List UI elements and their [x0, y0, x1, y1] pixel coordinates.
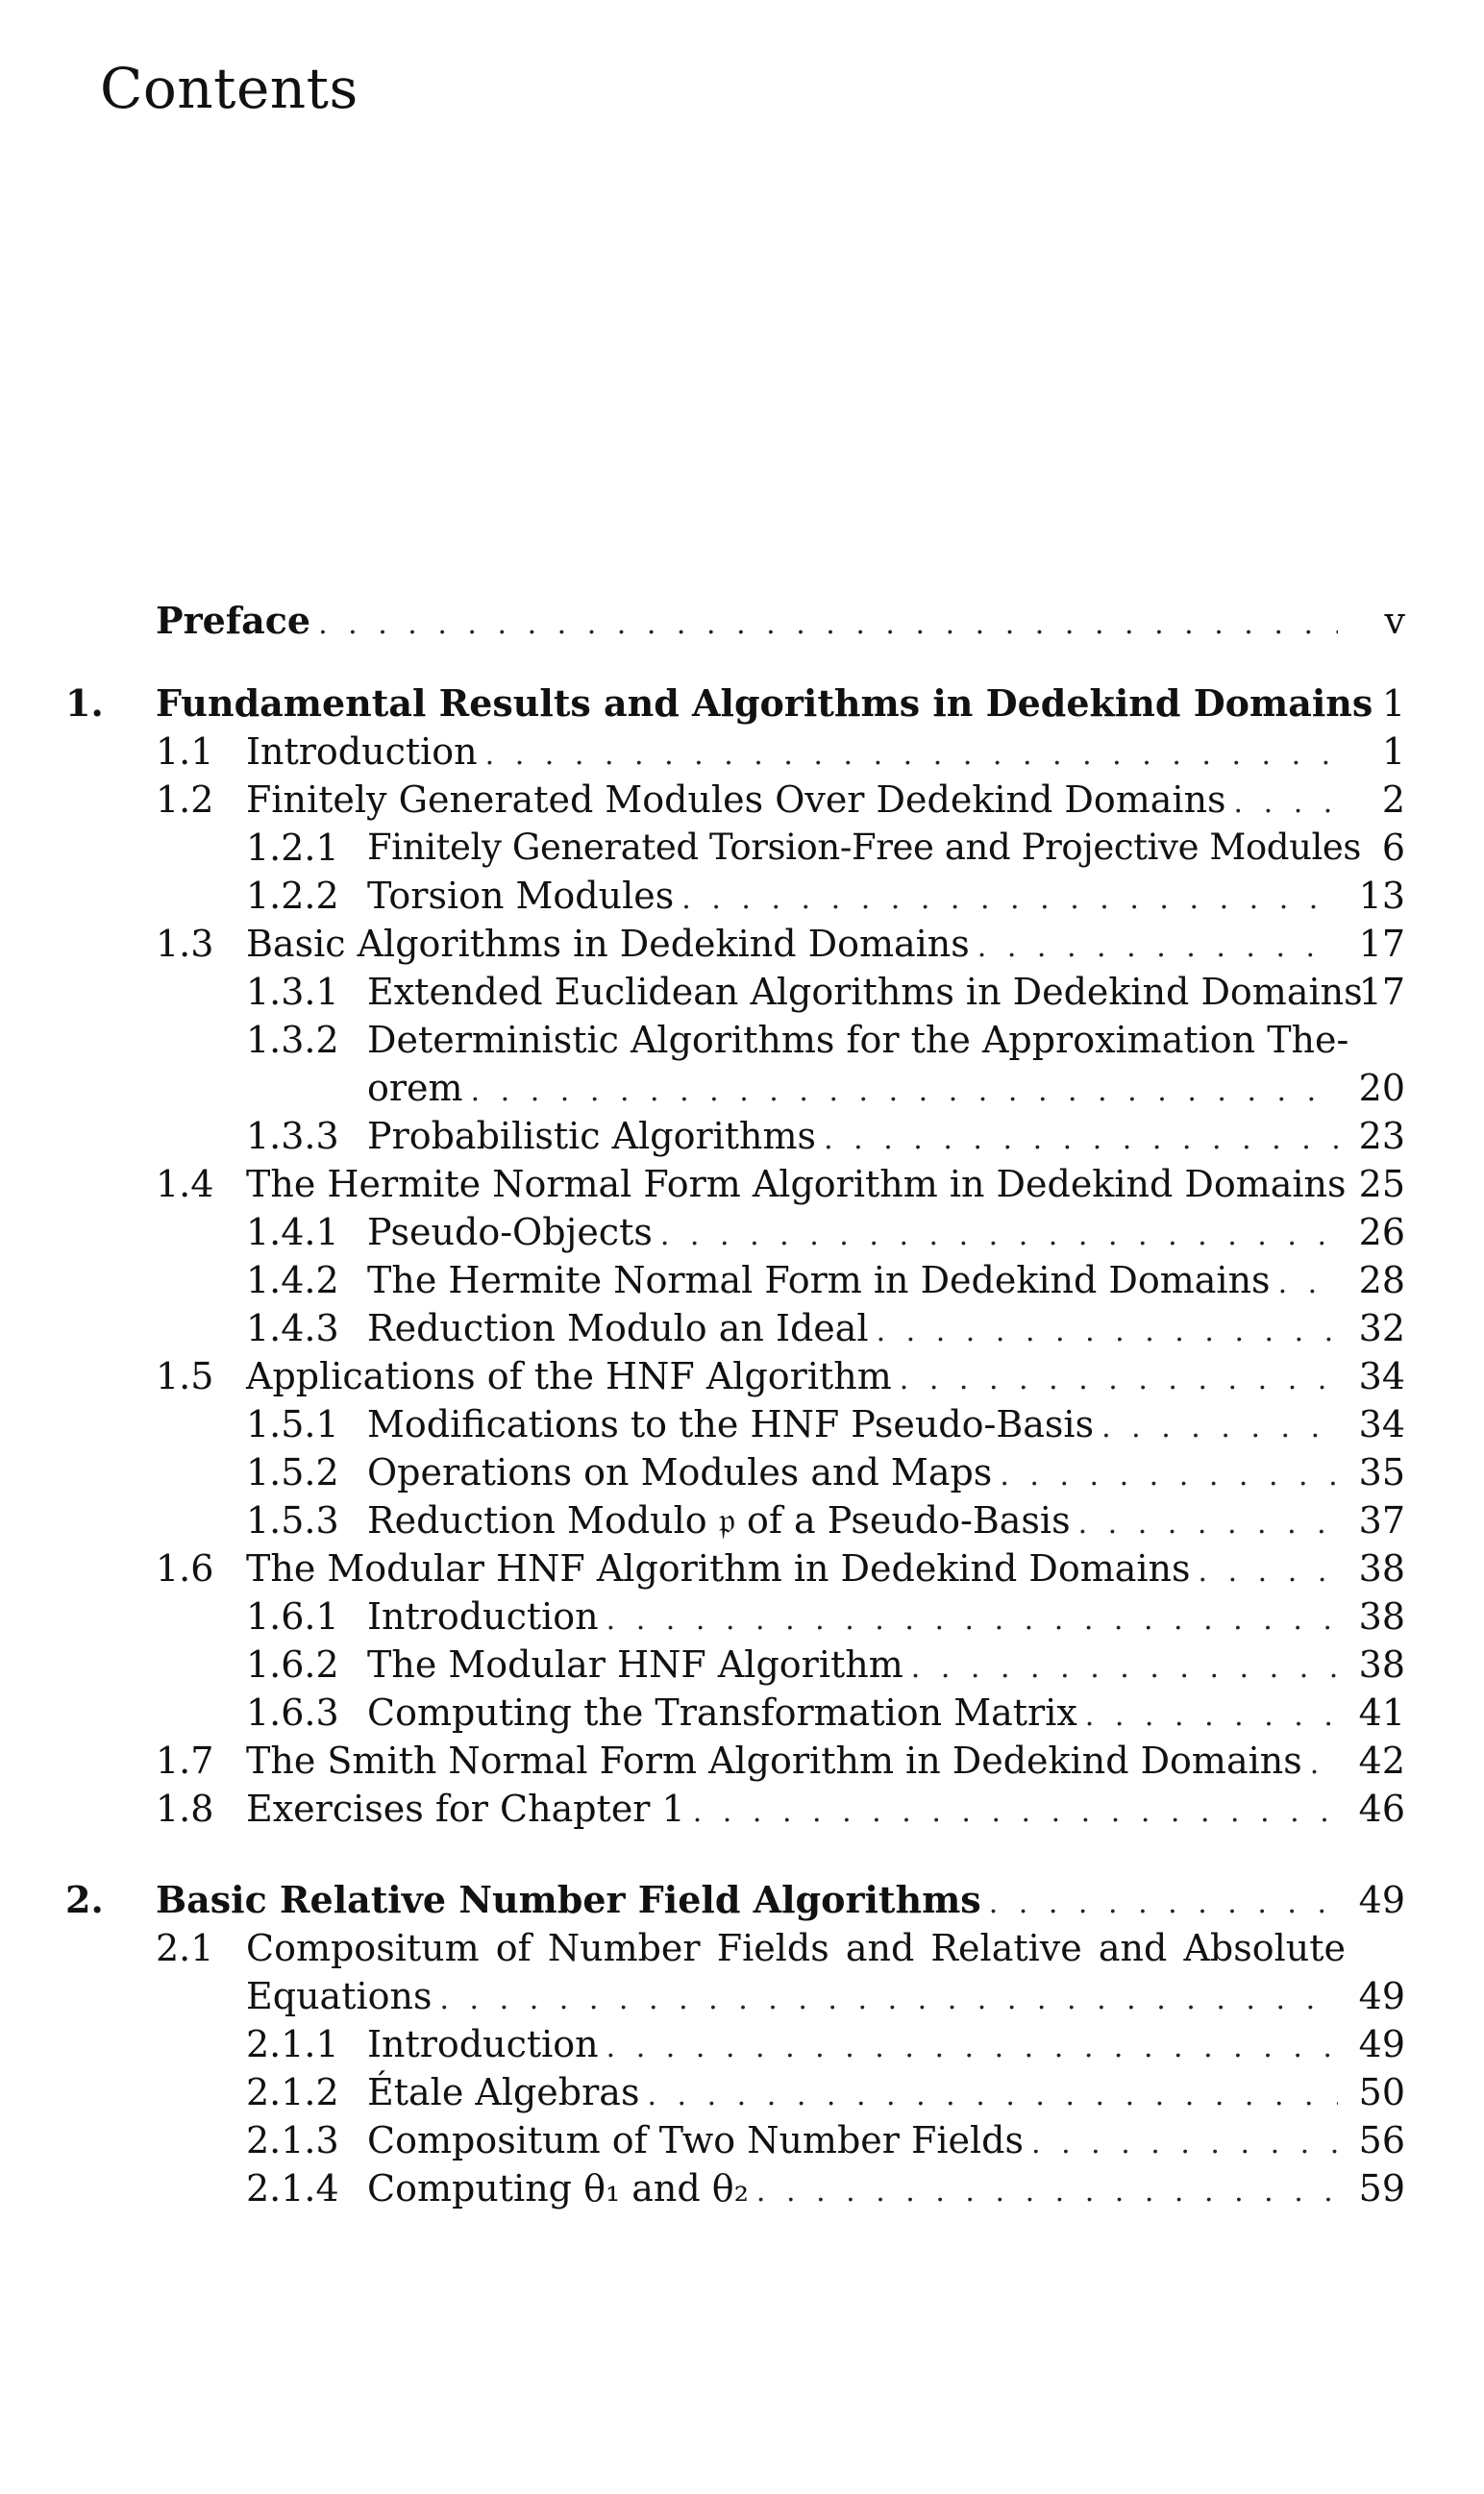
- section-number: 1.8: [156, 1788, 214, 1830]
- page-number: 34: [1358, 1403, 1405, 1445]
- entry-title: Computing the Transformation Matrix: [367, 1691, 1077, 1734]
- dot-leader: [318, 601, 1338, 649]
- subsection-number: 1.4.2: [246, 1259, 339, 1301]
- toc-entry-chapter-1[interactable]: [65, 679, 1405, 728]
- subsection-number: 2.1.1: [246, 2023, 339, 2065]
- dot-leader: [911, 1644, 1338, 1692]
- subsection-number: 1.5.1: [246, 1403, 339, 1445]
- page-number: 59: [1358, 2167, 1405, 2210]
- toc-entry-2-1-1[interactable]: [65, 2020, 1405, 2068]
- entry-title: Computing θ₁ and θ₂: [367, 2167, 749, 2210]
- section-number: 1.4: [156, 1163, 214, 1205]
- entry-title: Introduction: [367, 2023, 599, 2065]
- entry-title: Fundamental Results and Algorithms in Dedekind Domains: [156, 681, 1373, 725]
- dot-leader: [900, 1356, 1338, 1404]
- toc-entry-1-8[interactable]: [65, 1785, 1405, 1833]
- subsection-number: 1.5.3: [246, 1499, 339, 1542]
- entry-title-line-2: Equations: [246, 1975, 433, 2017]
- toc-entry-1-3-1[interactable]: [65, 968, 1405, 1016]
- toc-entry-1-7[interactable]: [65, 1737, 1405, 1785]
- entry-title: Applications of the HNF Algorithm: [246, 1355, 892, 1397]
- toc-entry-1-6-1[interactable]: [65, 1593, 1405, 1641]
- section-number: 1.2: [156, 778, 214, 821]
- subsection-number: 2.1.2: [246, 2071, 339, 2113]
- subsection-number: 1.3.1: [246, 971, 339, 1013]
- entry-title: Probabilistic Algorithms: [367, 1115, 817, 1157]
- toc-entry-1-5[interactable]: [65, 1352, 1405, 1400]
- entry-title: The Hermite Normal Form in Dedekind Domains: [367, 1259, 1271, 1301]
- toc-entry-1-2-1[interactable]: [65, 824, 1405, 872]
- entry-title: The Modular HNF Algorithm in Dedekind Domains: [246, 1547, 1191, 1590]
- page-number: 38: [1358, 1547, 1405, 1590]
- dot-leader: [693, 1789, 1338, 1837]
- dot-leader: [877, 1308, 1338, 1356]
- section-number: 1.1: [156, 730, 214, 773]
- section-number: 1.6: [156, 1547, 214, 1590]
- entry-title: The Modular HNF Algorithm: [367, 1643, 903, 1686]
- entry-title: Introduction: [246, 730, 478, 773]
- dot-leader: [647, 2072, 1338, 2120]
- section-number: 1.5: [156, 1355, 214, 1397]
- toc-entry-1-6[interactable]: [65, 1544, 1405, 1593]
- entry-title: Finitely Generated Torsion-Free and Projective Modules: [367, 827, 1362, 868]
- entry-title: The Hermite Normal Form Algorithm in Dedekind Domains: [246, 1163, 1347, 1205]
- entry-title: Basic Algorithms in Dedekind Domains: [246, 923, 970, 965]
- page-number: 1: [1381, 730, 1405, 773]
- dot-leader: [1078, 1500, 1338, 1548]
- toc-entry-1-1[interactable]: [65, 728, 1405, 776]
- dot-leader: [1101, 1404, 1338, 1452]
- subsection-number: 1.6.2: [246, 1643, 339, 1686]
- entry-title: Introduction: [367, 1595, 599, 1638]
- entry-title: Basic Relative Number Field Algorithms: [156, 1878, 981, 1921]
- page-number: 2: [1381, 778, 1405, 821]
- entry-title: Extended Euclidean Algorithms in Dedekind Domains: [367, 971, 1363, 1013]
- page-number: 42: [1358, 1740, 1405, 1782]
- entry-title: Torsion Modules: [367, 875, 675, 917]
- toc-entry-1-6-3[interactable]: [65, 1689, 1405, 1737]
- section-number: 2.1: [156, 1927, 214, 1969]
- entry-title: Reduction Modulo 𝔭 of a Pseudo-Basis: [367, 1499, 1071, 1542]
- page-number: 49: [1358, 1975, 1405, 2017]
- toc-entry-1-2-2[interactable]: [65, 872, 1405, 920]
- page-title: Contents: [100, 56, 359, 121]
- entry-title: Finitely Generated Modules Over Dedekind Domains: [246, 778, 1226, 821]
- section-number: 1.3: [156, 923, 214, 965]
- chapter-number: 1.: [65, 681, 104, 725]
- dot-leader: [439, 1976, 1338, 2024]
- dot-leader: [824, 1116, 1338, 1164]
- dot-leader: [606, 1596, 1338, 1644]
- entry-title: Modifications to the HNF Pseudo-Basis: [367, 1403, 1095, 1445]
- page-number: 35: [1358, 1451, 1405, 1494]
- subsection-number: 1.4.1: [246, 1211, 339, 1253]
- entry-title: Compositum of Two Number Fields: [367, 2119, 1024, 2161]
- page-number: v: [1384, 600, 1405, 642]
- entry-title: Preface: [156, 599, 311, 642]
- dot-leader: [660, 1212, 1338, 1260]
- page-number: 32: [1358, 1307, 1405, 1349]
- page-number: 41: [1358, 1691, 1405, 1734]
- entry-title-line-1: Deterministic Algorithms for the Approximation The-: [367, 1019, 1349, 1061]
- entry-title-line-1: Compositum of Number Fields and Relative and Absolute: [246, 1927, 1346, 1969]
- subsection-number: 1.6.1: [246, 1595, 339, 1638]
- entry-title: Exercises for Chapter 1: [246, 1788, 685, 1830]
- page-number: 26: [1358, 1211, 1405, 1253]
- subsection-number: 1.5.2: [246, 1451, 339, 1494]
- subsection-number: 1.2.1: [246, 827, 339, 869]
- dot-leader: [756, 2168, 1338, 2216]
- toc-entry-preface[interactable]: [65, 597, 1405, 645]
- page-number: 25: [1358, 1163, 1405, 1205]
- toc-entry-2-1-continued[interactable]: [65, 1972, 1405, 2020]
- page-number: 20: [1358, 1067, 1405, 1109]
- toc-entry-1-4-2[interactable]: [65, 1256, 1405, 1304]
- dot-leader: [1085, 1692, 1338, 1741]
- subsection-number: 1.3.3: [246, 1115, 339, 1157]
- table-of-contents: [65, 0, 1405, 2494]
- toc-entry-1-5-2[interactable]: [65, 1448, 1405, 1496]
- toc-entry-1-3-2[interactable]: [65, 1016, 1405, 1064]
- toc-entry-2-1-2[interactable]: [65, 2068, 1405, 2116]
- dot-leader: [1234, 779, 1338, 827]
- dot-leader: [1310, 1741, 1338, 1789]
- chapter-number: 2.: [65, 1878, 104, 1921]
- dot-leader: [1031, 2120, 1338, 2168]
- subsection-number: 1.3.2: [246, 1019, 339, 1061]
- toc-entry-1-2[interactable]: [65, 776, 1405, 824]
- toc-entry-1-3-2-continued[interactable]: [65, 1064, 1405, 1112]
- toc-entry-1-3[interactable]: [65, 920, 1405, 968]
- dot-leader: [606, 2024, 1338, 2072]
- page-number: 37: [1358, 1499, 1405, 1542]
- dot-leader: [1278, 1260, 1338, 1308]
- page-number: 17: [1358, 923, 1405, 965]
- section-number: 1.7: [156, 1740, 214, 1782]
- toc-entry-1-6-2[interactable]: [65, 1641, 1405, 1689]
- page-number: 34: [1358, 1355, 1405, 1397]
- toc-entry-1-4-1[interactable]: [65, 1208, 1405, 1256]
- page-number: 46: [1358, 1788, 1405, 1830]
- dot-leader: [485, 731, 1338, 779]
- dot-leader: [1000, 1452, 1338, 1500]
- entry-title: Operations on Modules and Maps: [367, 1451, 993, 1494]
- entry-title: Étale Algebras: [367, 2071, 640, 2113]
- entry-title: Pseudo-Objects: [367, 1211, 653, 1253]
- page-number: 1: [1381, 682, 1405, 725]
- subsection-number: 2.1.4: [246, 2167, 339, 2210]
- dot-leader: [989, 1880, 1338, 1928]
- page-number: 56: [1358, 2119, 1405, 2161]
- page-number: 23: [1358, 1115, 1405, 1157]
- dot-leader: [1199, 1548, 1338, 1596]
- toc-entry-1-4[interactable]: [65, 1160, 1405, 1208]
- toc-entry-2-1-3[interactable]: [65, 2116, 1405, 2164]
- subsection-number: 2.1.3: [246, 2119, 339, 2161]
- page-number: 38: [1358, 1643, 1405, 1686]
- dot-leader: [471, 1068, 1338, 1116]
- toc-entry-2-1-4[interactable]: [65, 2164, 1405, 2212]
- toc-entry-2-1[interactable]: [65, 1924, 1405, 1972]
- toc-entry-1-4-3[interactable]: [65, 1304, 1405, 1352]
- toc-entry-chapter-2[interactable]: [65, 1876, 1405, 1924]
- subsection-number: 1.4.3: [246, 1307, 339, 1349]
- dot-leader: [681, 876, 1338, 924]
- page-number: 28: [1358, 1259, 1405, 1301]
- page-number: 13: [1358, 875, 1405, 917]
- entry-title: Reduction Modulo an Ideal: [367, 1307, 869, 1349]
- toc-entry-1-5-3[interactable]: [65, 1496, 1405, 1544]
- page-number: 49: [1358, 2023, 1405, 2065]
- page-number: 50: [1358, 2071, 1405, 2113]
- toc-entry-1-3-3[interactable]: [65, 1112, 1405, 1160]
- page-number: 38: [1358, 1595, 1405, 1638]
- page-number: 49: [1358, 1879, 1405, 1921]
- entry-title-line-2: orem: [367, 1067, 463, 1109]
- page-number: 17: [1358, 971, 1405, 1013]
- subsection-number: 1.2.2: [246, 875, 339, 917]
- toc-entry-1-5-1[interactable]: [65, 1400, 1405, 1448]
- page-number: 6: [1381, 827, 1405, 869]
- dot-leader: [977, 924, 1338, 972]
- entry-title: The Smith Normal Form Algorithm in Dedekind Domains: [246, 1740, 1302, 1782]
- subsection-number: 1.6.3: [246, 1691, 339, 1734]
